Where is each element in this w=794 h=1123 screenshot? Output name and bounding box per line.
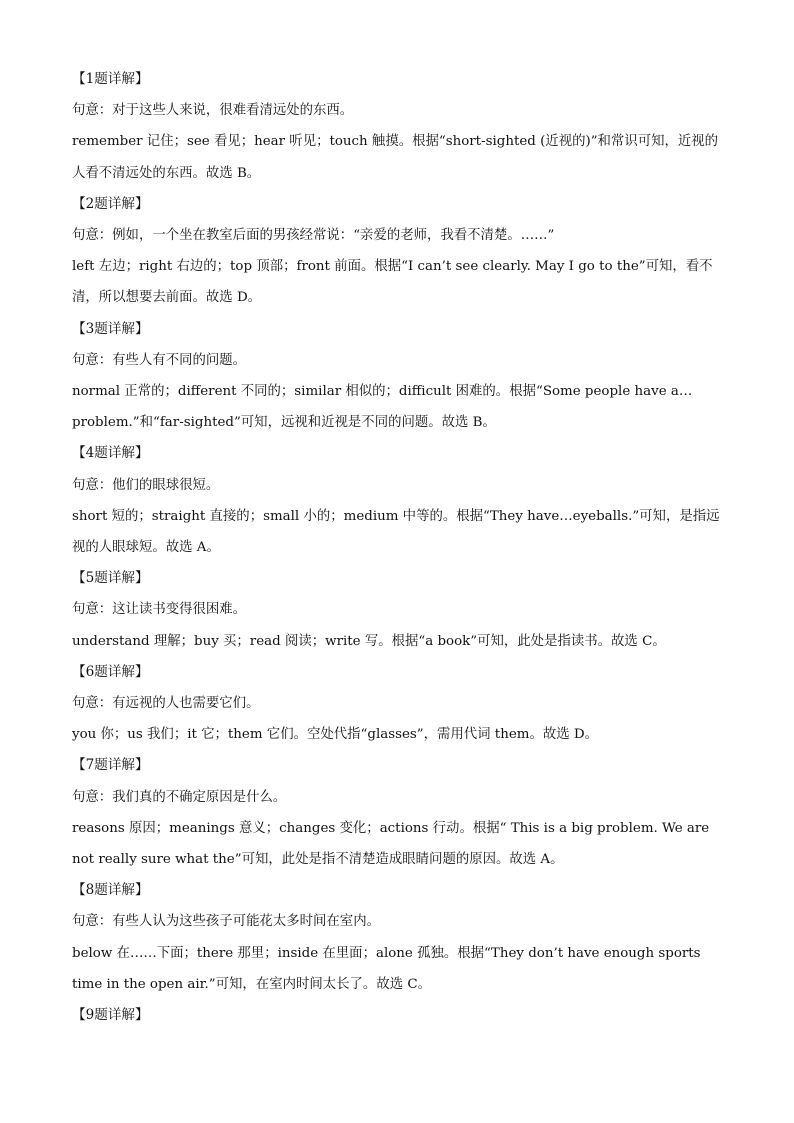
sentence-meaning: 句意：例如，一个坐在教室后面的男孩经常说：“亲爱的老师，我看不清楚。……” (72, 228, 555, 244)
sentence-meaning: 句意：我们真的不确定原因是什么。 (72, 789, 287, 805)
question-heading: 【8题详解】 (72, 882, 149, 899)
sentence-meaning: 句意：有些人认为这些孩子可能花太多时间在室内。 (72, 914, 380, 930)
sentence-meaning: 句意：他们的眼球很短。 (72, 477, 220, 493)
sentence-meaning: 句意：有些人有不同的问题。 (72, 352, 247, 368)
question-heading: 【1题详解】 (72, 71, 149, 87)
explanation-paragraph: reasons 原因；meanings 意义；changes 变化；actions 行动。根据“ This is a big problem. We are not really sure what the”可知，此处是指不清楚造成眼睛问题的原因。故选 A。 (72, 820, 710, 868)
question-heading: 【2题详解】 (72, 195, 149, 212)
sentence-meaning: 句意：对于这些人来说，很难看清远处的东西。 (72, 103, 354, 119)
explanation-paragraph: remember 记住；see 看见；hear 听见；touch 触摸。根据“short-sighted (近视的)”和常识可知，近视的人看不清远处的东西。故选 B。 (72, 134, 719, 181)
question-heading: 【5题详解】 (72, 570, 149, 587)
question-heading: 【7题详解】 (72, 757, 149, 774)
sentence-meaning: 句意：这让读书变得很困难。 (72, 602, 247, 618)
explanation-paragraph: understand 理解；buy 买；read 阅读；write 写。根据“a book”可知，此处是指读书。故选 C。 (72, 633, 666, 649)
question-heading: 【4题详解】 (72, 445, 149, 462)
question-heading: 【3题详解】 (72, 320, 149, 337)
question-heading: 【6题详解】 (72, 663, 149, 680)
explanation-paragraph: normal 正常的；different 不同的；similar 相似的；difficult 困难的。根据“Some people have a…problem.”和“far-sighted”可知，远视和近视是不同的问题。故选 B。 (72, 384, 693, 431)
document-page (72, 64, 724, 1031)
explanation-paragraph: left 左边；right 右边的；top 顶部；front 前面。根据“I can’t see clearly. May I go to the”可知，看不清，所以想要去前面。故选 D。 (72, 259, 713, 306)
sentence-meaning: 句意：有远视的人也需要它们。 (72, 696, 260, 712)
explanation-paragraph: below 在……下面；there 那里；inside 在里面；alone 孤独。根据“They don’t have enough sports time in the open air.”可知，在室内时间太长了。故选 C。 (72, 945, 701, 992)
explanation-paragraph: short 短的；straight 直接的；small 小的；medium 中等的。根据“They have…eyeballs.”可知，是指远视的人眼球短。故选 A。 (72, 508, 720, 556)
explanation-paragraph: you 你；us 我们；it 它；them 它们。空处代指“glasses”，需用代词 them。故选 D。 (72, 727, 598, 743)
question-heading: 【9题详解】 (72, 1007, 149, 1024)
